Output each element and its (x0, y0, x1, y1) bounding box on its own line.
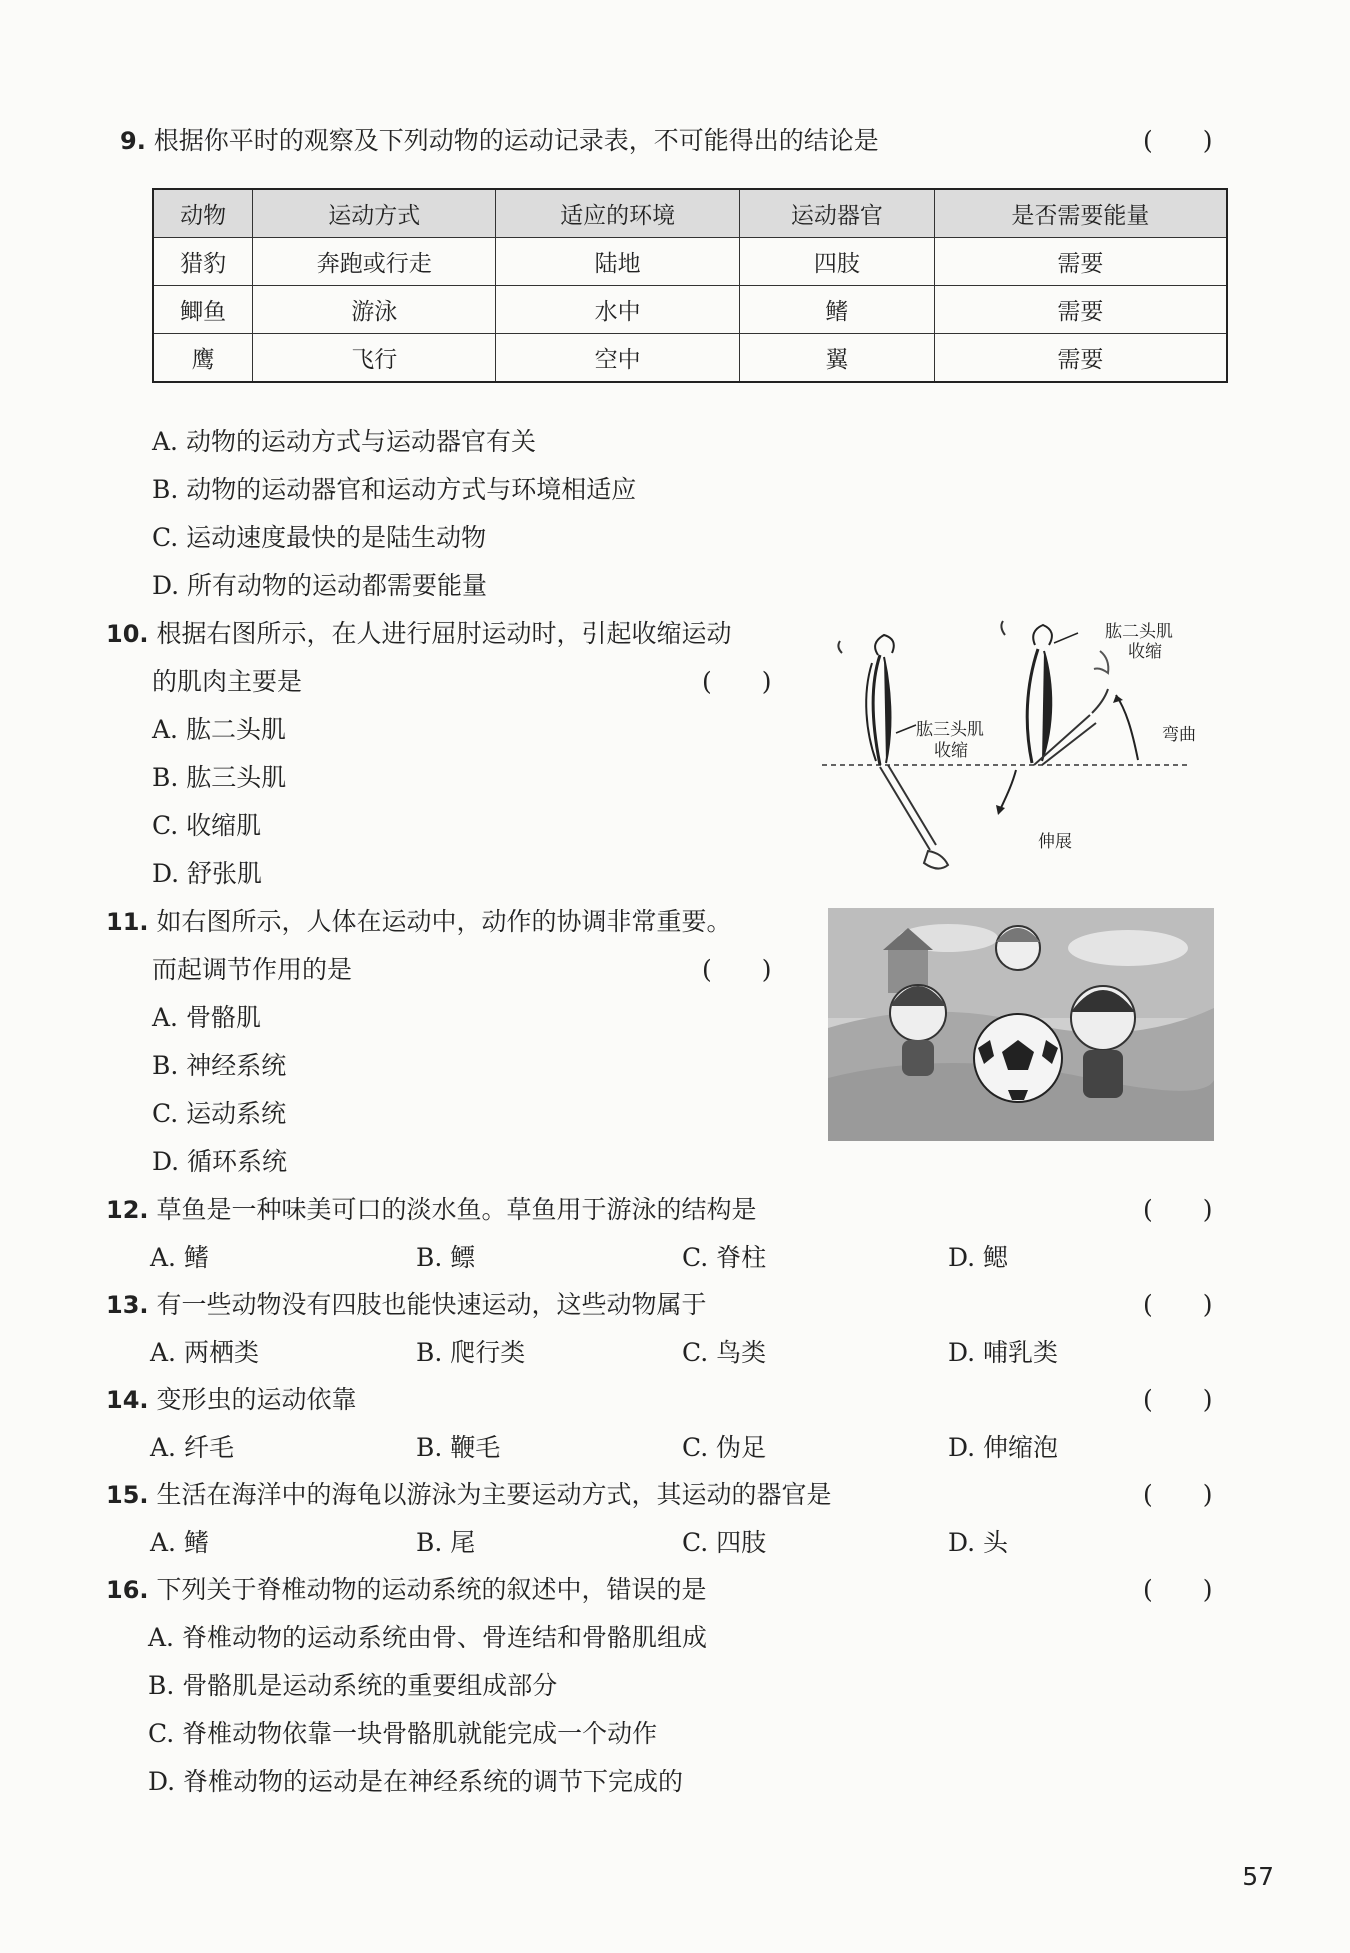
table-cell: 需要 (934, 286, 1227, 334)
answer-parentheses: ( ) (1143, 1385, 1213, 1414)
question-14-stem (106, 1383, 356, 1417)
table-row (153, 286, 1227, 334)
option-d[interactable]: D. 循环系统 (152, 1147, 288, 1176)
table-cell: 水中 (496, 286, 739, 334)
extended-arm-drawing (838, 635, 948, 869)
option-a[interactable]: A. 纤毛 (150, 1433, 234, 1462)
option-c[interactable]: C. 四肢 (682, 1528, 767, 1557)
table-header-cell: 是否需要能量 (934, 189, 1227, 238)
question-text: 根据你平时的观察及下列动物的运动记录表，不可能得出的结论是 (153, 126, 879, 155)
question-text: 生活在海洋中的海龟以游泳为主要运动方式，其运动的器官是 (156, 1480, 832, 1509)
question-16-stem (106, 1573, 706, 1607)
triceps-pointer (896, 725, 916, 733)
contract-label: 收缩 (1128, 642, 1162, 662)
option-a[interactable]: A. 两栖类 (150, 1338, 259, 1367)
question-number: 12. (106, 1196, 149, 1224)
table-cell: 需要 (934, 238, 1227, 286)
option-a[interactable]: A. 骨骼肌 (152, 1003, 261, 1032)
option-c[interactable]: C. 伪足 (682, 1433, 767, 1462)
option-d[interactable]: D. 鳃 (948, 1243, 1009, 1272)
question-text: 草鱼是一种味美可口的淡水鱼。草鱼用于游泳的结构是 (156, 1195, 757, 1224)
question-text: 根据右图所示，在人进行屈肘运动时，引起收缩运动 (156, 619, 732, 648)
option-c[interactable]: C. 脊柱 (682, 1243, 767, 1272)
question-9-stem (120, 124, 879, 158)
bend-label: 弯曲 (1162, 725, 1196, 745)
option-d[interactable]: D. 舒张肌 (152, 859, 263, 888)
table-header-cell: 运动器官 (739, 189, 934, 238)
table-header-cell: 适应的环境 (496, 189, 739, 238)
answer-parentheses: ( ) (1143, 1575, 1213, 1604)
answer-parentheses: ( ) (702, 667, 772, 696)
table-cell: 需要 (934, 334, 1227, 383)
answer-parentheses: ( ) (1143, 1290, 1213, 1319)
children-soccer-illustration (828, 908, 1214, 1141)
question-10-stem (106, 617, 731, 651)
extend-arrow (1000, 770, 1016, 810)
option-a[interactable]: A. 鳍 (150, 1243, 209, 1272)
biceps-pointer (1054, 633, 1078, 643)
option-c[interactable]: C. 收缩肌 (152, 811, 262, 840)
question-text: 如右图所示，人体在运动中，动作的协调非常重要。 (156, 907, 732, 936)
question-13-stem (106, 1288, 706, 1322)
biceps-label: 肱二头肌 (1105, 622, 1173, 642)
table-cell: 鲫鱼 (153, 286, 253, 334)
table-cell: 四肢 (739, 238, 934, 286)
question-number: 13. (106, 1291, 149, 1319)
table-cell: 鳍 (739, 286, 934, 334)
option-a[interactable]: A. 动物的运动方式与运动器官有关 (152, 427, 536, 456)
table-cell: 空中 (496, 334, 739, 383)
question-text: 下列关于脊椎动物的运动系统的叙述中，错误的是 (156, 1575, 707, 1604)
table-cell: 奔跑或行走 (253, 238, 496, 286)
table-row (153, 238, 1227, 286)
triceps-label: 肱三头肌 (916, 720, 984, 740)
question-15-stem (106, 1478, 831, 1512)
option-b[interactable]: B. 骨骼肌是运动系统的重要组成部分 (148, 1671, 558, 1700)
bend-arrow (1116, 695, 1138, 760)
table-cell: 陆地 (496, 238, 739, 286)
option-d[interactable]: D. 所有动物的运动都需要能量 (152, 571, 488, 600)
question-11-stem-line2: 而起调节作用的是 (152, 955, 353, 984)
question-12-stem (106, 1193, 756, 1227)
animal-movement-table (152, 188, 1228, 383)
table-header-cell: 运动方式 (253, 189, 496, 238)
answer-parentheses: ( ) (1143, 1480, 1213, 1509)
table-cell: 猎豹 (153, 238, 253, 286)
question-text: 有一些动物没有四肢也能快速运动，这些动物属于 (156, 1290, 707, 1319)
option-b[interactable]: B. 尾 (416, 1528, 476, 1557)
option-a[interactable]: A. 鳍 (150, 1528, 209, 1557)
page-number: 57 (1242, 1862, 1274, 1891)
question-10-stem-line2: 的肌肉主要是 (152, 667, 303, 696)
extend-arrow-head (996, 805, 1005, 815)
option-c[interactable]: C. 脊椎动物依靠一块骨骼肌就能完成一个动作 (148, 1719, 658, 1748)
option-b[interactable]: B. 鞭毛 (416, 1433, 501, 1462)
arm-muscle-diagram (820, 615, 1200, 885)
question-text: 变形虫的运动依靠 (156, 1385, 357, 1414)
table-row (153, 334, 1227, 383)
option-d[interactable]: D. 头 (948, 1528, 1009, 1557)
option-a[interactable]: A. 脊椎动物的运动系统由骨、骨连结和骨骼肌组成 (148, 1623, 707, 1652)
bend-arrow-head (1113, 695, 1123, 703)
option-b[interactable]: B. 爬行类 (416, 1338, 526, 1367)
answer-parentheses: ( ) (1143, 126, 1213, 155)
option-d[interactable]: D. 脊椎动物的运动是在神经系统的调节下完成的 (148, 1767, 684, 1796)
table-cell: 翼 (739, 334, 934, 383)
option-c[interactable]: C. 鸟类 (682, 1338, 767, 1367)
table-cell: 鹰 (153, 334, 253, 383)
question-number: 11. (106, 908, 149, 936)
option-b[interactable]: B. 鳔 (416, 1243, 476, 1272)
question-number: 14. (106, 1386, 149, 1414)
answer-parentheses: ( ) (702, 955, 772, 984)
option-c[interactable]: C. 运动系统 (152, 1099, 287, 1128)
question-number: 16. (106, 1576, 149, 1604)
option-d[interactable]: D. 伸缩泡 (948, 1433, 1059, 1462)
option-b[interactable]: B. 肱三头肌 (152, 763, 287, 792)
answer-parentheses: ( ) (1143, 1195, 1213, 1224)
question-number: 10. (106, 620, 149, 648)
extend-label: 伸展 (1038, 832, 1072, 852)
table-header-cell: 动物 (153, 189, 253, 238)
option-c[interactable]: C. 运动速度最快的是陆生动物 (152, 523, 487, 552)
question-number: 9. (120, 127, 146, 155)
table-cell: 飞行 (253, 334, 496, 383)
option-d[interactable]: D. 哺乳类 (948, 1338, 1059, 1367)
option-b[interactable]: B. 动物的运动器官和运动方式与环境相适应 (152, 475, 637, 504)
table-header-row (153, 189, 1227, 238)
option-b[interactable]: B. 神经系统 (152, 1051, 287, 1080)
contract-label: 收缩 (934, 741, 968, 761)
question-11-stem (106, 905, 731, 939)
option-a[interactable]: A. 肱二头肌 (152, 715, 286, 744)
question-number: 15. (106, 1481, 149, 1509)
table-cell: 游泳 (253, 286, 496, 334)
